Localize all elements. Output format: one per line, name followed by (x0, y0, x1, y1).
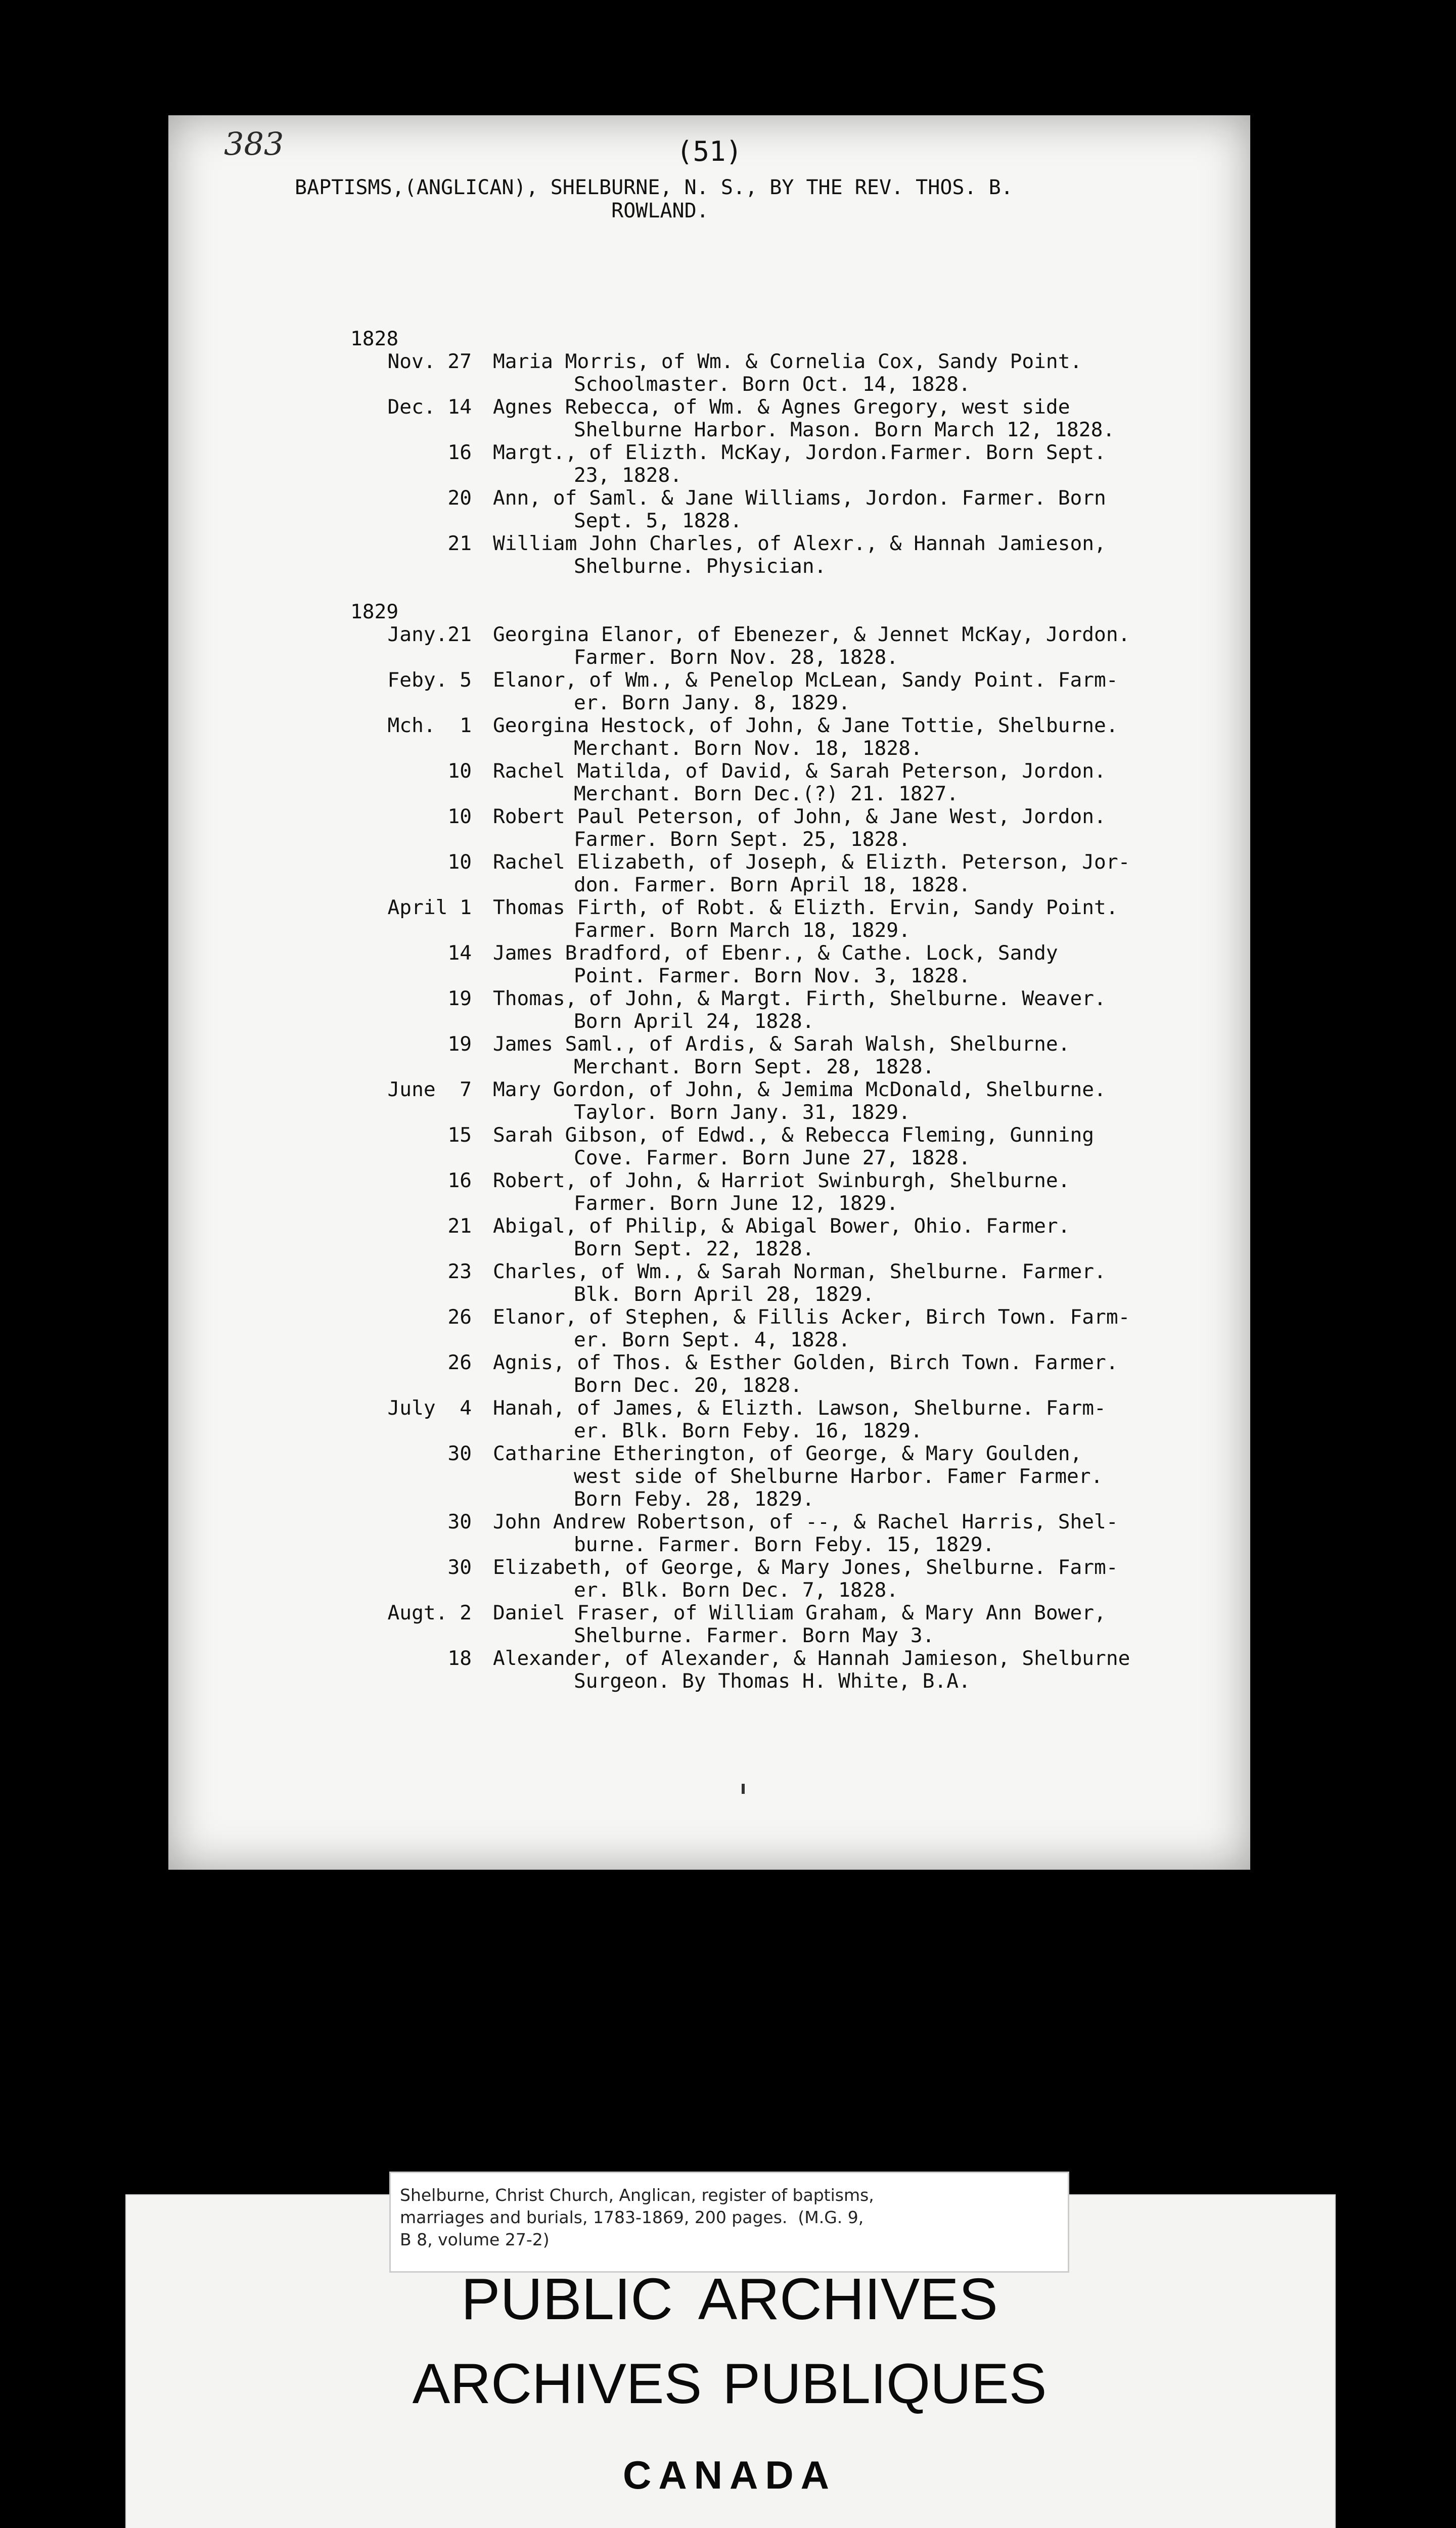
year-heading: 1829 (350, 600, 399, 623)
baptism-entry (350, 942, 1240, 987)
entry-line-1: Robert Paul Peterson, of John, & Jane West, Jordon. (493, 805, 1106, 828)
entry-line-1: Maria Morris, of Wm. & Cornelia Cox, Sandy Point. (493, 350, 1082, 373)
baptism-entry (350, 623, 1240, 669)
baptism-entry (350, 1078, 1240, 1124)
entry-line-1: Sarah Gibson, of Edwd., & Rebecca Fleming, Gunning (493, 1123, 1095, 1147)
entry-line-2: Sept. 5, 1828. (574, 509, 742, 532)
archive-reference-slip: Shelburne, Christ Church, Anglican, register of baptisms, marriages and burials, 1783-1869, 200 pages. (M.G. 9, B 8, volume 27-2) (389, 2172, 1069, 2273)
entry-text (451, 1442, 1103, 1511)
baptism-entry (350, 1556, 1240, 1602)
entry-line-1: Daniel Fraser, of William Graham, & Mary Ann Bower, (493, 1601, 1106, 1624)
archive-title-french: ARCHIVES PUBLIQUES (412, 2352, 1047, 2415)
baptism-entry (350, 1397, 1240, 1442)
entry-text (451, 623, 1130, 669)
entry-line-2: west side of Shelburne Harbor. Famer Farmer. (574, 1465, 1103, 1488)
entry-text (451, 987, 1106, 1033)
entry-date: 14 (447, 941, 472, 965)
entry-line-1: John Andrew Robertson, of --, & Rachel Harris, Shel- (493, 1510, 1118, 1533)
entry-line-2: Blk. Born April 28, 1829. (574, 1283, 875, 1306)
baptism-entry (350, 487, 1240, 532)
entry-date: Nov. 27 (387, 350, 472, 373)
baptism-entry (350, 1033, 1240, 1078)
handwritten-folio-number: 383 (224, 125, 284, 162)
entry-date: June 7 (387, 1078, 472, 1101)
entry-text (451, 396, 1115, 441)
entry-text (451, 1602, 1106, 1647)
entry-date: Augt. 2 (387, 1601, 472, 1624)
entry-date: 18 (447, 1647, 472, 1670)
entry-line-1: Abigal, of Philip, & Abigal Bower, Ohio. Farmer. (493, 1214, 1070, 1238)
entry-line-2: Farmer. Born June 12, 1829. (574, 1192, 899, 1215)
entry-line-1: Elanor, of Stephen, & Fillis Acker, Birch Town. Farm- (493, 1305, 1130, 1329)
entry-date: 30 (447, 1510, 472, 1533)
entry-text (451, 532, 1106, 578)
section-gap (350, 578, 1240, 601)
entry-line-2: Merchant. Born Sept. 28, 1828. (574, 1055, 935, 1078)
entry-date: Mch. 1 (387, 714, 472, 737)
entry-date: 19 (447, 987, 472, 1010)
entry-line-1: Thomas, of John, & Margt. Firth, Shelburne. Weaver. (493, 987, 1106, 1010)
entry-line-2: Merchant. Born Nov. 18, 1828. (574, 737, 923, 760)
entry-text (451, 487, 1106, 532)
entry-date: 21 (447, 1214, 472, 1238)
baptism-entry (350, 987, 1240, 1033)
entry-line-1: Margt., of Elizth. McKay, Jordon.Farmer. Born Sept. (493, 441, 1106, 464)
entry-text (451, 1351, 1118, 1397)
ink-mark (742, 1784, 745, 1794)
archive-title-english: PUBLIC ARCHIVES (461, 2266, 998, 2332)
register-page (168, 115, 1250, 1870)
entry-line-1: James Saml., of Ardis, & Sarah Walsh, Shelburne. (493, 1032, 1070, 1056)
entry-line-1: Alexander, of Alexander, & Hannah Jamieson, Shelburne (493, 1647, 1130, 1670)
entry-line-3: Born Feby. 28, 1829. (574, 1487, 814, 1511)
entry-text (451, 1124, 1094, 1169)
baptism-entry (350, 1602, 1240, 1647)
entry-text (451, 1556, 1118, 1602)
baptism-entry (350, 805, 1240, 851)
entry-date: April 1 (387, 896, 472, 919)
entry-line-1: Hanah, of James, & Elizth. Lawson, Shelburne. Farm- (493, 1396, 1106, 1420)
entry-text (451, 942, 1058, 987)
entry-text (451, 805, 1106, 851)
entry-line-1: Agnis, of Thos. & Esther Golden, Birch Town. Farmer. (493, 1351, 1118, 1374)
baptism-entry (350, 1260, 1240, 1306)
entry-date: Feby. 5 (387, 668, 472, 692)
baptism-entry (350, 441, 1240, 487)
baptism-entry (350, 1169, 1240, 1215)
entry-date: 10 (447, 805, 472, 828)
entry-line-2: Surgeon. By Thomas H. White, B.A. (574, 1669, 971, 1693)
entry-line-1: Catharine Etherington, of George, & Mary Goulden, (493, 1442, 1082, 1465)
entry-line-2: Schoolmaster. Born Oct. 14, 1828. (574, 373, 971, 396)
baptism-entry (350, 1215, 1240, 1260)
page-number: (51) (676, 136, 743, 167)
baptism-entry (350, 396, 1240, 441)
baptism-entry (350, 532, 1240, 578)
entry-line-2: Shelburne Harbor. Mason. Born March 12, 1828. (574, 418, 1115, 441)
entry-line-1: Thomas Firth, of Robt. & Elizth. Ervin, Sandy Point. (493, 896, 1118, 919)
entry-date: 20 (447, 486, 472, 510)
entry-line-2: don. Farmer. Born April 18, 1828. (574, 873, 971, 896)
entry-line-2: Cove. Farmer. Born June 27, 1828. (574, 1146, 971, 1169)
entry-date: Jany.21 (387, 623, 472, 646)
entry-line-2: Born April 24, 1828. (574, 1010, 814, 1033)
entry-line-2: Merchant. Born Dec.(?) 21. 1827. (574, 782, 959, 805)
entry-line-1: Robert, of John, & Harriot Swinburgh, Shelburne. (493, 1169, 1070, 1192)
entry-line-2: er. Blk. Born Dec. 7, 1828. (574, 1578, 899, 1602)
entry-line-1: Elanor, of Wm., & Penelop McLean, Sandy Point. Farm- (493, 668, 1118, 692)
entry-line-2: Born Sept. 22, 1828. (574, 1237, 814, 1260)
entry-date: 21 (447, 532, 472, 555)
baptism-entry (350, 1351, 1240, 1397)
entry-text (451, 1306, 1130, 1351)
entry-line-2: er. Born Jany. 8, 1829. (574, 691, 850, 714)
entry-date: 23 (447, 1260, 472, 1283)
entry-line-2: Farmer. Born Nov. 28, 1828. (574, 646, 899, 669)
entry-line-1: Mary Gordon, of John, & Jemima McDonald, Shelburne. (493, 1078, 1106, 1101)
entry-line-1: Ann, of Saml. & Jane Williams, Jordon. Farmer. Born (493, 486, 1106, 510)
entry-line-2: Shelburne. Physician. (574, 555, 827, 578)
entry-text (451, 669, 1118, 714)
baptism-entry (350, 1647, 1240, 1693)
entry-text (451, 1397, 1106, 1442)
baptism-entry (350, 1442, 1240, 1511)
entry-text (451, 896, 1118, 942)
entry-date: 16 (447, 1169, 472, 1192)
entry-line-1: Charles, of Wm., & Sarah Norman, Shelburne. Farmer. (493, 1260, 1106, 1283)
entry-line-2: Shelburne. Farmer. Born May 3. (574, 1624, 935, 1647)
baptism-entry (350, 760, 1240, 805)
entry-date: July 4 (387, 1396, 472, 1420)
baptism-entry (350, 1124, 1240, 1169)
baptism-entry (350, 1511, 1240, 1556)
entry-date: 19 (447, 1032, 472, 1056)
entry-line-2: Farmer. Born March 18, 1829. (574, 919, 911, 942)
entry-date: 30 (447, 1556, 472, 1579)
entry-line-2: Taylor. Born Jany. 31, 1829. (574, 1101, 911, 1124)
entry-date: 30 (447, 1442, 472, 1465)
baptism-entry (350, 1306, 1240, 1351)
entry-line-2: 23, 1828. (574, 464, 682, 487)
entry-date: 10 (447, 850, 472, 874)
entry-line-2: Born Dec. 20, 1828. (574, 1374, 802, 1397)
entry-text (451, 714, 1118, 760)
entry-text (451, 851, 1130, 896)
entry-line-1: Elizabeth, of George, & Mary Jones, Shelburne. Farm- (493, 1556, 1118, 1579)
entry-line-2: er. Blk. Born Feby. 16, 1829. (574, 1419, 923, 1442)
entry-date: Dec. 14 (387, 395, 472, 419)
entry-text (451, 1033, 1070, 1078)
baptism-entry (350, 851, 1240, 896)
entry-text (451, 350, 1082, 396)
entry-text (451, 760, 1106, 805)
entry-line-2: er. Born Sept. 4, 1828. (574, 1328, 850, 1351)
entry-line-1: James Bradford, of Ebenr., & Cathe. Lock, Sandy (493, 941, 1058, 965)
baptism-records (350, 328, 1240, 1693)
entry-text (451, 1260, 1106, 1306)
entry-line-2: Point. Farmer. Born Nov. 3, 1828. (574, 964, 971, 987)
baptism-entry (350, 714, 1240, 760)
baptism-entry (350, 350, 1240, 396)
entry-line-1: William John Charles, of Alexr., & Hannah Jamieson, (493, 532, 1106, 555)
entry-line-2: burne. Farmer. Born Feby. 15, 1829. (574, 1533, 995, 1556)
entry-date: 26 (447, 1351, 472, 1374)
entry-text (451, 1169, 1070, 1215)
entry-text (451, 1215, 1070, 1260)
entry-text (451, 1078, 1106, 1124)
baptism-entry (350, 896, 1240, 942)
entry-line-1: Agnes Rebecca, of Wm. & Agnes Gregory, west side (493, 395, 1070, 419)
entry-line-1: Georgina Hestock, of John, & Jane Tottie, Shelburne. (493, 714, 1118, 737)
entry-line-2: Farmer. Born Sept. 25, 1828. (574, 828, 911, 851)
entry-date: 16 (447, 441, 472, 464)
entry-date: 15 (447, 1123, 472, 1147)
entry-line-1: Rachel Matilda, of David, & Sarah Peterson, Jordon. (493, 759, 1106, 783)
entry-date: 10 (447, 759, 472, 783)
entry-text (451, 441, 1106, 487)
year-heading: 1828 (350, 327, 399, 350)
entry-line-1: Georgina Elanor, of Ebenezer, & Jennet McKay, Jordon. (493, 623, 1130, 646)
archive-country: CANADA (623, 2453, 836, 2497)
baptism-entry (350, 669, 1240, 714)
page-heading: BAPTISMS,(ANGLICAN), SHELBURNE, N. S., BY THE REV. THOS. B. ROWLAND. (295, 176, 1013, 222)
entry-text (451, 1511, 1118, 1556)
entry-line-1: Rachel Elizabeth, of Joseph, & Elizth. Peterson, Jor- (493, 850, 1130, 874)
entry-text (451, 1647, 1130, 1693)
entry-date: 26 (447, 1305, 472, 1329)
